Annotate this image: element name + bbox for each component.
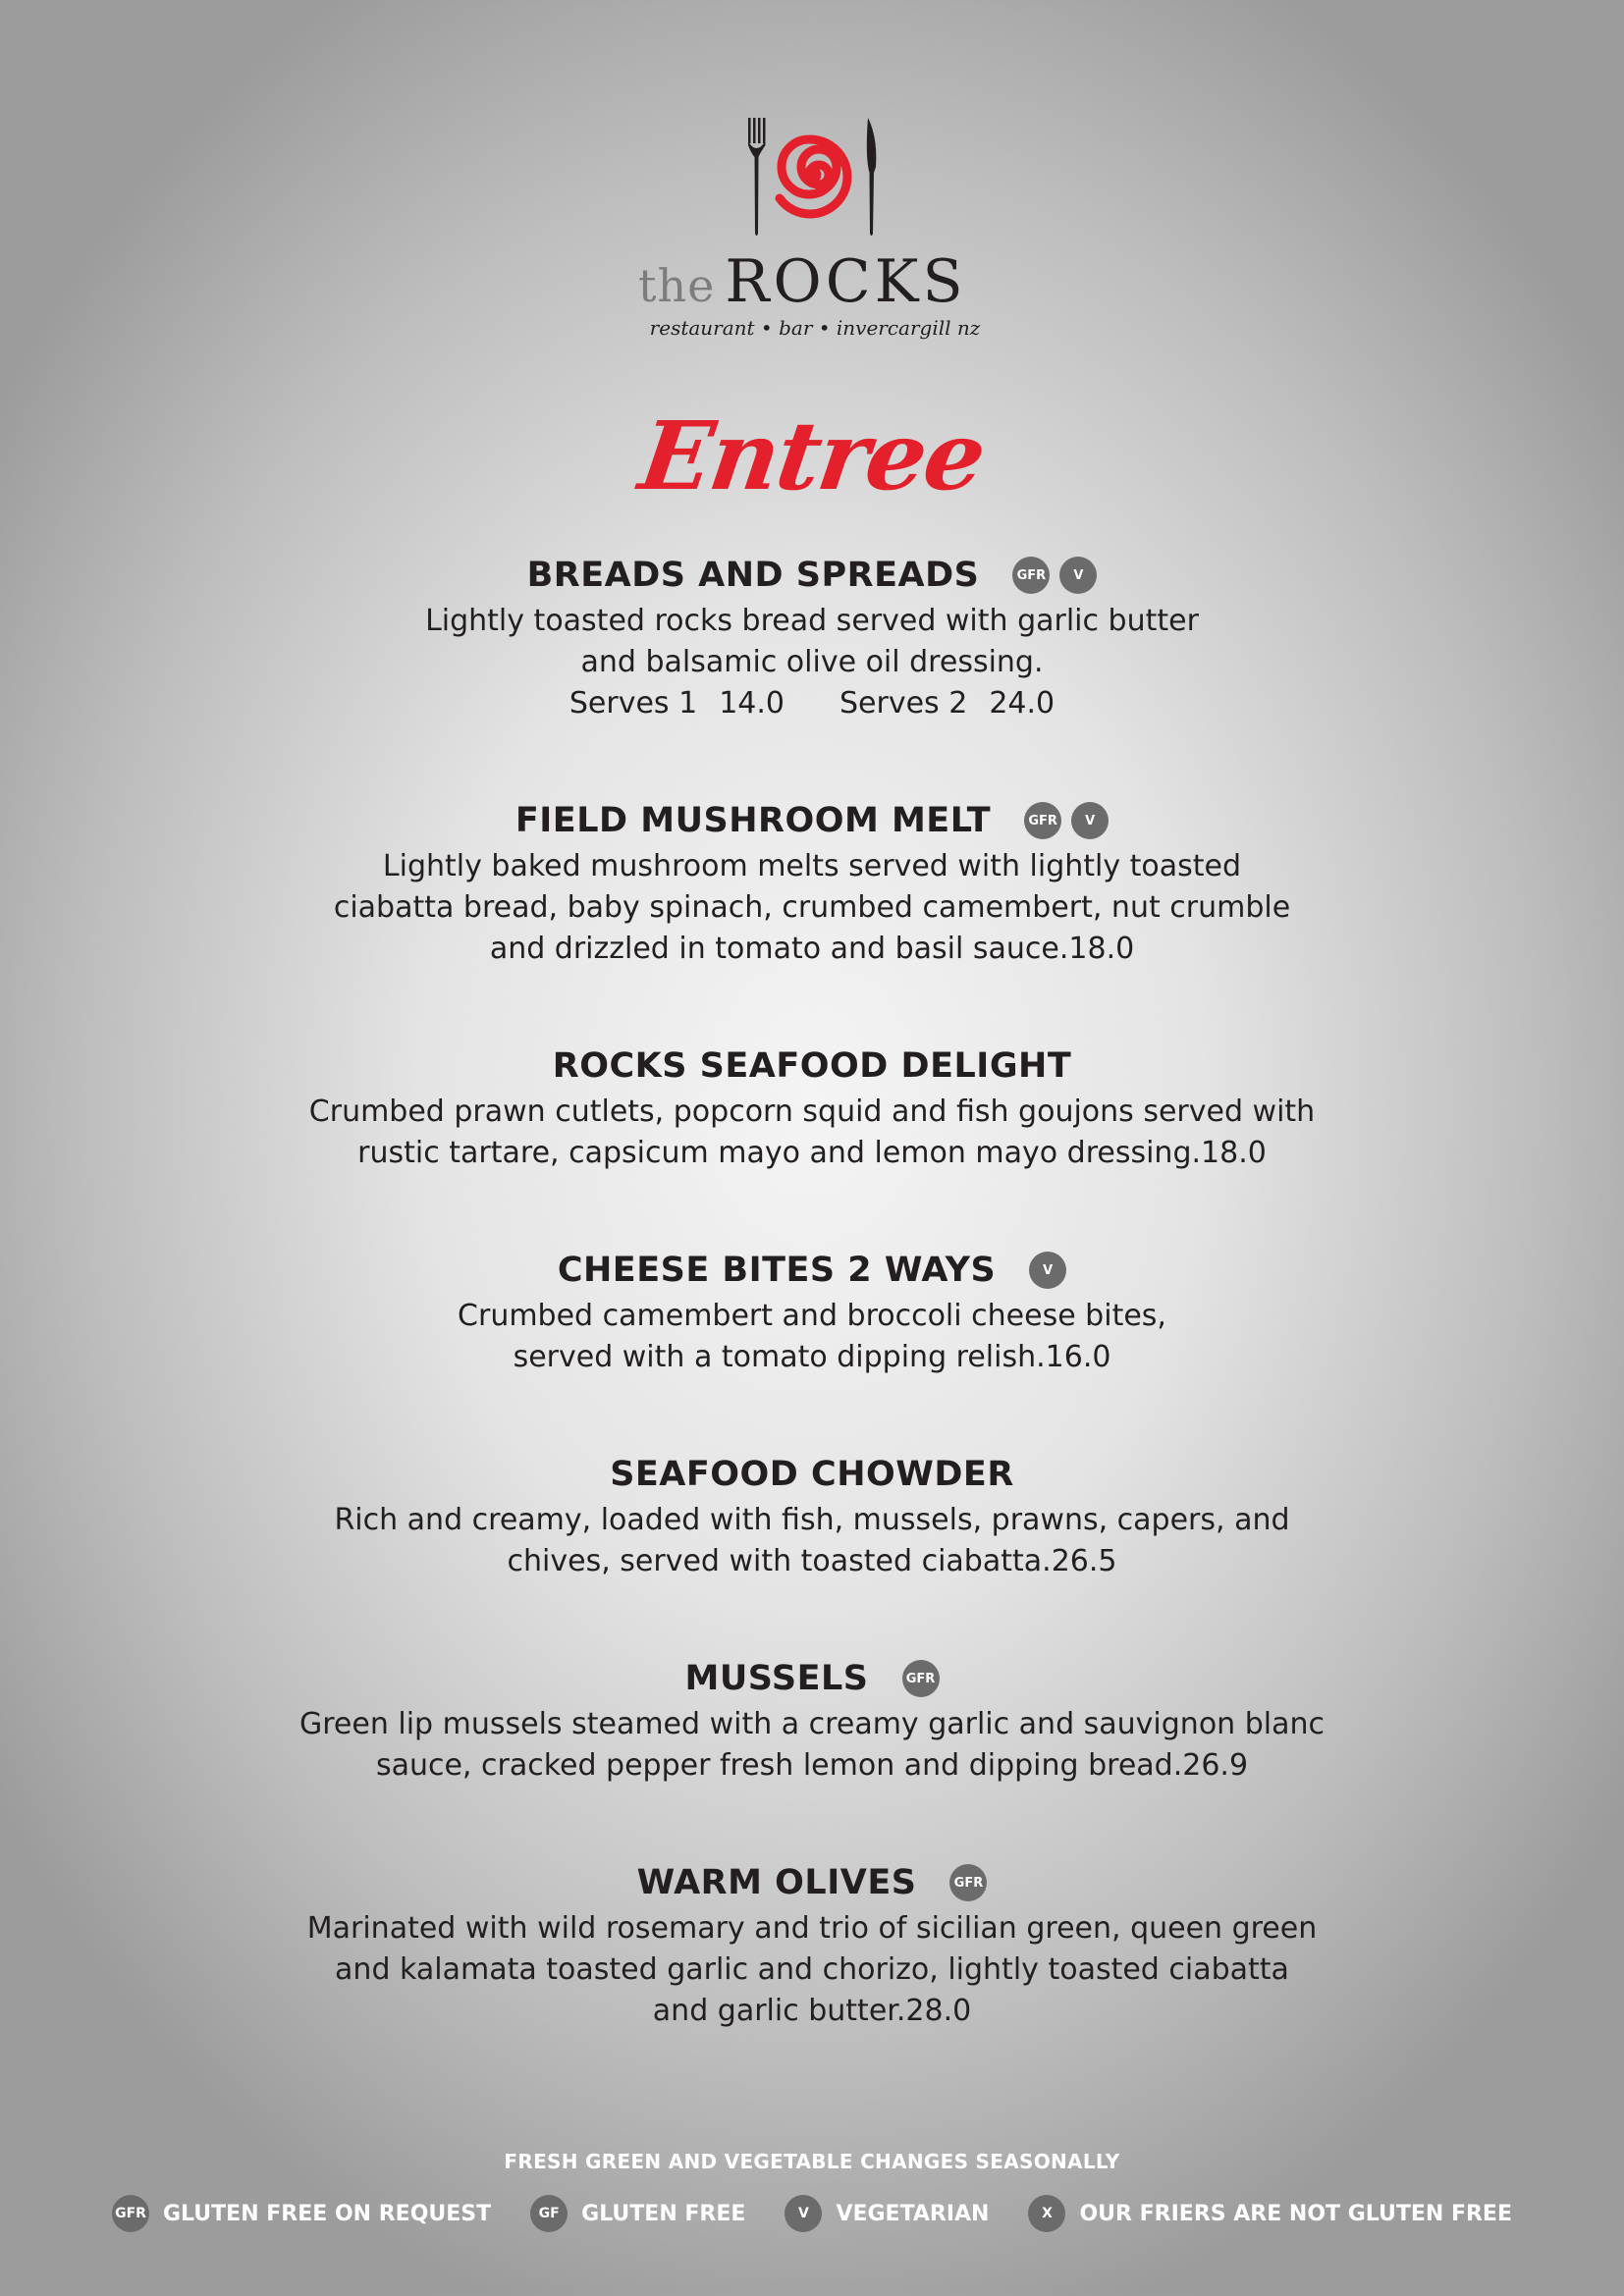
menu-item-name: BREADS AND SPREADS: [526, 556, 980, 595]
brand-the: the: [638, 259, 716, 312]
gfr-badge-icon: GFR: [112, 2195, 149, 2232]
legend-label: GLUTEN FREE ON REQUEST: [163, 2201, 492, 2226]
description-line: ciabatta bread, baby spinach, crumbed camembert, nut crumble: [333, 890, 1291, 925]
description-line: Lightly toasted rocks bread served with garlic butter: [425, 604, 1199, 638]
legend-item: [112, 2195, 491, 2232]
menu-item-description: [272, 1296, 1352, 1378]
menu-item-description: [272, 1908, 1352, 2032]
legend-label: VEGETARIAN: [836, 2201, 990, 2226]
serves-label: Serves 1: [568, 686, 698, 721]
menu-item-name: SEAFOOD CHOWDER: [610, 1455, 1014, 1494]
vegetarian-badge-icon: V: [1029, 1252, 1066, 1289]
price: 18.0: [1068, 932, 1135, 966]
menu-item-header: [272, 797, 1352, 844]
legend-label: GLUTEN FREE: [581, 2201, 746, 2226]
brand-rocks: ROCKS: [725, 247, 967, 316]
menu-item: [272, 1451, 1352, 1582]
description-line: Crumbed prawn cutlets, popcorn squid and fish goujons served with: [308, 1095, 1316, 1129]
description-line: Marinated with wild rosemary and trio of sicilian green, queen green: [306, 1911, 1318, 1946]
dietary-legend: [0, 2195, 1624, 2232]
menu-item-description: [272, 1092, 1352, 1174]
description-line: and garlic butter.28.0: [652, 1994, 972, 2028]
dietary-badges: [902, 1660, 940, 1697]
vegetarian-badge-icon: V: [1059, 557, 1097, 594]
brand-wordmark: [638, 247, 992, 326]
vegetarian-badge-icon: V: [1071, 802, 1109, 839]
description-line: rustic tartare, capsicum mayo and lemon mayo dressing.18.0: [357, 1136, 1267, 1170]
section-title: Entree: [633, 400, 991, 511]
legend-item: [530, 2195, 745, 2232]
description-line: sauce, cracked pepper fresh lemon and dipping bread.26.9: [375, 1748, 1249, 1783]
description-line: chives, served with toasted ciabatta.26.5: [507, 1544, 1117, 1578]
menu-item-description: [272, 1500, 1352, 1582]
serves-prices: [272, 683, 1352, 724]
restaurant-logo: [638, 118, 992, 353]
menu-item-header: [272, 1042, 1352, 1090]
description-line: and kalamata toasted garlic and chorizo, lightly toasted ciabatta: [335, 1952, 1289, 1987]
menu-item: [272, 797, 1352, 970]
menu-item-description: [272, 601, 1352, 724]
menu-item: [272, 1655, 1352, 1787]
gfr-badge-icon: GFR: [1024, 802, 1061, 839]
legend-label: OUR FRIERS ARE NOT GLUTEN FREE: [1079, 2201, 1512, 2226]
description-line: Lightly baked mushroom melts served with lightly toasted: [382, 849, 1242, 883]
menu-item-name: ROCKS SEAFOOD DELIGHT: [552, 1046, 1072, 1086]
brand-tagline: restaurant • bar • invercargill nz: [649, 316, 981, 340]
description-line: Rich and creamy, loaded with fish, mussels, prawns, capers, and: [334, 1503, 1290, 1537]
menu-item-name: WARM OLIVES: [636, 1863, 917, 1902]
price: 28.0: [905, 1994, 972, 2028]
price: 16.0: [1045, 1340, 1111, 1374]
gfr-badge-icon: GFR: [902, 1660, 940, 1697]
gfr-badge-icon: GFR: [949, 1864, 987, 1901]
menu-item-name: CHEESE BITES 2 WAYS: [557, 1251, 997, 1290]
description-line: served with a tomato dipping relish.16.0: [513, 1340, 1111, 1374]
dietary-badges: [1024, 802, 1109, 839]
dietary-badges: [949, 1864, 987, 1901]
menu-item-header: [272, 552, 1352, 599]
gf-badge-icon: GF: [530, 2195, 568, 2232]
dietary-badges: [1029, 1252, 1066, 1289]
menu-item-description: [272, 1704, 1352, 1787]
price: 26.9: [1182, 1748, 1249, 1783]
description-line: and balsamic olive oil dressing.: [580, 645, 1044, 679]
vegetarian-badge-icon: V: [785, 2195, 822, 2232]
description-line: Crumbed camembert and broccoli cheese bites,: [458, 1299, 1166, 1333]
legend-item: [1028, 2195, 1512, 2232]
seasonal-note: FRESH GREEN AND VEGETABLE CHANGES SEASONALLY: [504, 2150, 1120, 2173]
gfr-badge-icon: GFR: [1012, 557, 1050, 594]
fork-spiral-knife-logo-icon: [734, 118, 892, 240]
menu-item: [272, 552, 1352, 724]
menu-item: [272, 1859, 1352, 2032]
price: 14.0: [719, 686, 785, 721]
x-badge-icon: X: [1028, 2195, 1065, 2232]
menu-item-header: [272, 1247, 1352, 1294]
price: 26.5: [1051, 1544, 1117, 1578]
menu-item-name: MUSSELS: [684, 1659, 869, 1698]
menu-item: [272, 1042, 1352, 1174]
price: 24.0: [989, 686, 1056, 721]
menu-item-header: [272, 1655, 1352, 1702]
description-line: Green lip mussels steamed with a creamy garlic and sauvignon blanc: [299, 1707, 1325, 1741]
price: 18.0: [1201, 1136, 1267, 1170]
legend-item: [785, 2195, 989, 2232]
menu-item-description: [272, 846, 1352, 970]
serves-label: Serves 2: [839, 686, 968, 721]
menu-item-name: FIELD MUSHROOM MELT: [514, 801, 992, 840]
menu-item-header: [272, 1451, 1352, 1498]
description-line: and drizzled in tomato and basil sauce.18.0: [489, 932, 1135, 966]
menu-item: [272, 1247, 1352, 1378]
dietary-badges: [1012, 557, 1097, 594]
menu-item-header: [272, 1859, 1352, 1906]
